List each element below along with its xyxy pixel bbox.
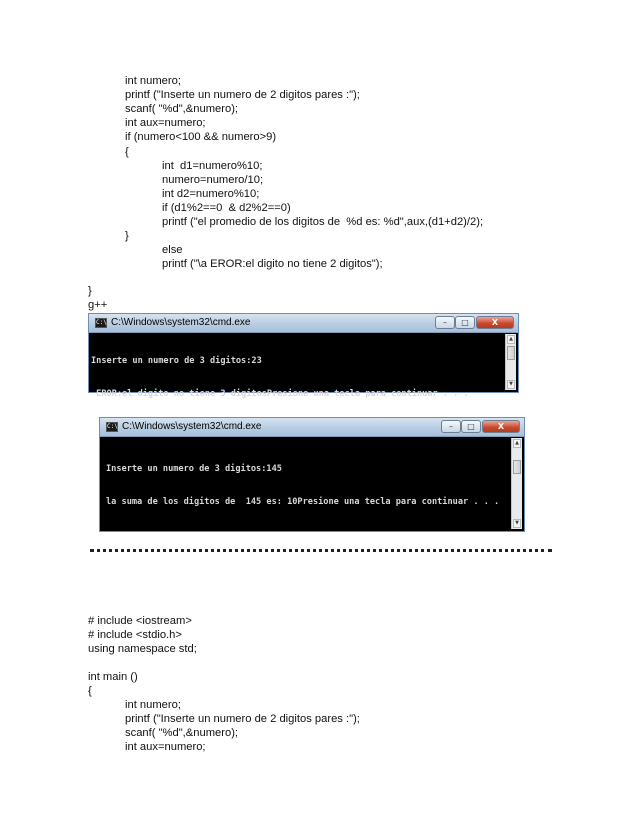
- vertical-scrollbar[interactable]: [511, 438, 522, 529]
- code-line: }: [88, 285, 92, 297]
- console-output: [91, 334, 469, 422]
- console-window-2[interactable]: [99, 417, 525, 532]
- cmd-icon: C:\: [96, 319, 107, 326]
- code-line: scanf( "%d",&numero);: [125, 103, 239, 115]
- code-line: printf ("Inserte un numero de 2 digitos pares :");: [125, 713, 360, 725]
- code-line: # include <stdio.h>: [88, 629, 182, 641]
- code-line: int main (): [88, 671, 138, 683]
- dotted-separator: [90, 549, 552, 552]
- code-line: printf ("el promedio de los digitos de %d es: %d",aux,(d1+d2)/2);: [162, 216, 484, 228]
- window-titlebar[interactable]: [100, 418, 524, 437]
- code-line: g++: [88, 299, 108, 311]
- code-line: using namespace std;: [88, 643, 197, 655]
- code-line: int numero;: [125, 699, 181, 711]
- code-line: int numero;: [125, 75, 181, 87]
- code-line: int aux=numero;: [125, 741, 206, 753]
- console-line: la suma de los digitos de 145 es: 10Presione una tecla para continuar . . .: [106, 497, 500, 507]
- scroll-thumb[interactable]: [513, 460, 521, 474]
- maximize-button[interactable]: □: [455, 316, 475, 329]
- console-line: Inserte un numero de 3 digitos:23: [91, 356, 262, 366]
- console-output: [106, 442, 499, 530]
- code-line: {: [125, 146, 129, 158]
- scroll-down-icon[interactable]: ▼: [507, 380, 515, 389]
- code-line: }: [125, 230, 129, 242]
- minimize-button[interactable]: –: [435, 316, 455, 329]
- minimize-button[interactable]: –: [441, 420, 461, 433]
- code-line: if (numero<100 && numero>9): [125, 131, 277, 143]
- window-title: C:\Windows\system32\cmd.exe: [122, 421, 262, 432]
- window-title: C:\Windows\system32\cmd.exe: [111, 317, 251, 328]
- vertical-scrollbar[interactable]: [505, 334, 516, 390]
- scroll-thumb[interactable]: [507, 346, 515, 360]
- window-titlebar[interactable]: [89, 314, 518, 333]
- scroll-up-icon[interactable]: ▲: [513, 439, 521, 448]
- code-line: printf ("Inserte un numero de 2 digitos pares :");: [125, 89, 360, 101]
- code-line: {: [88, 685, 92, 697]
- code-line: int aux=numero;: [125, 117, 206, 129]
- cmd-icon: C:\: [107, 423, 118, 430]
- console-line: EROR:el digito no tiene 3 digitosPresione una tecla para continuar . . .: [91, 389, 469, 399]
- scroll-up-icon[interactable]: ▲: [507, 335, 515, 344]
- code-line: int d2=numero%10;: [162, 188, 260, 200]
- code-line: scanf( "%d",&numero);: [125, 727, 239, 739]
- code-line: printf ("\a EROR:el digito no tiene 2 digitos");: [162, 258, 383, 270]
- console-window-1[interactable]: [88, 313, 519, 399]
- close-button[interactable]: X: [482, 420, 520, 433]
- code-line: numero=numero/10;: [162, 174, 264, 186]
- code-line: if (d1%2==0 & d2%2==0): [162, 202, 291, 214]
- close-button[interactable]: X: [476, 316, 514, 329]
- maximize-button[interactable]: □: [461, 420, 481, 433]
- code-line: # include <iostream>: [88, 615, 192, 627]
- scroll-down-icon[interactable]: ▼: [513, 519, 521, 528]
- console-line: Inserte un numero de 3 digitos:145: [106, 464, 282, 474]
- code-line: int d1=numero%10;: [162, 160, 263, 172]
- code-line: else: [162, 244, 183, 256]
